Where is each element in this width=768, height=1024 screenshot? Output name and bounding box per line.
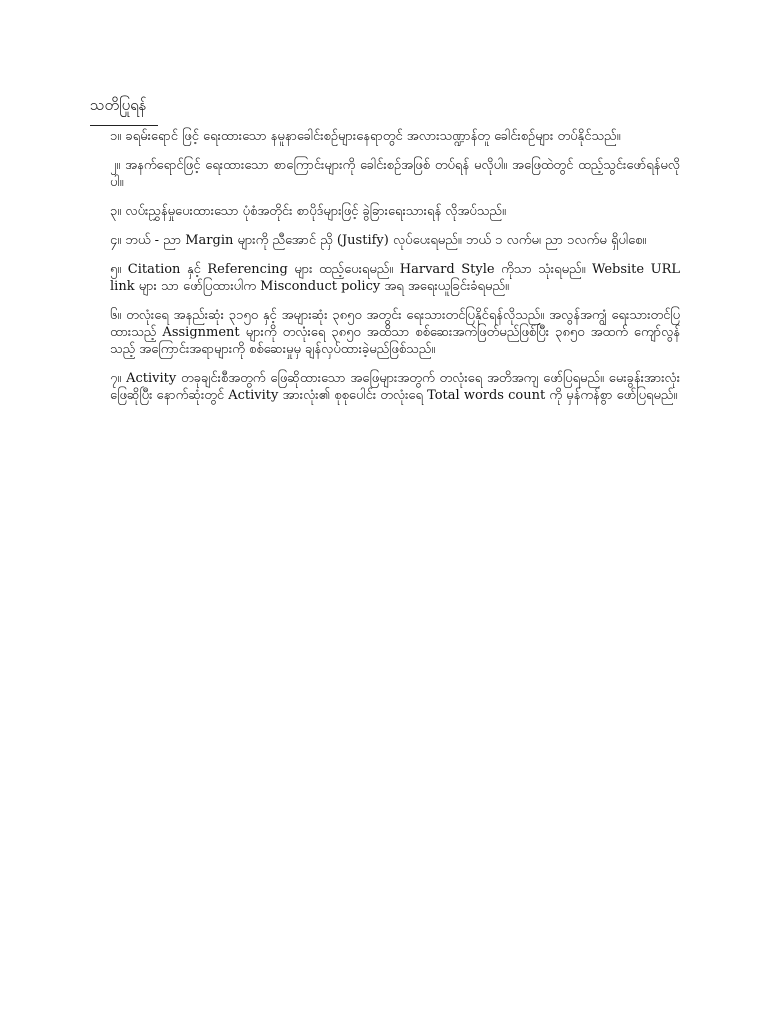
instruction-item-4: ၄။ ဘယ် - ညာ Margin များကို ညီအောင် ညှိ (Justify) လုပ်ပေးရမည်။ ဘယ် ၁ လက်မ၊ ညာ ၁လက်မ ရှိပါစေ။ — [110, 233, 647, 248]
instruction-item-6: ၆။ တလုံးရေ အနည်းဆုံး ၃၁၅၀ နှင့် အများဆုံး ၃၈၅၀ အတွင်း ရေးသားတင်ပြနိုင်ရန်လိုသည်။ အလွန်အကျွံ ရေးသားတင်ပြထားသည့် Assignment များကို တလုံးရေ ၃၈၅၀ အထိသာ စစ်ဆေးအကဲဖြတ်မည်ဖြစ်ပြီး ၃၈၅၀ အထက် ကျော်လွန်သည့် အကြောင်းအရာများကို စစ်ဆေးမှုမှ ချန်လှပ်ထားခဲ့မည်ဖြစ်သည်။ — [110, 308, 680, 357]
notice-heading: သတိပြုရန် — [90, 96, 147, 114]
heading-underline — [90, 125, 158, 126]
instruction-list — [110, 128, 680, 416]
instruction-item-1: ၁။ ခရမ်းရောင် ဖြင့် ရေးထားသော နမူနာခေါင်းစဉ်များနေရာတွင် အလားသဏ္ဍာန်တူ ခေါင်းစဉ်များ တပ်နိုင်သည်။ — [110, 129, 621, 144]
instruction-item-3: ၃။ လပ်းညွှန်မှုပေးထားသော ပုံစံအတိုင်း စာပိုဒ်များဖြင့် ခွဲခြားရေးသားရန် လိုအပ်သည်။ — [110, 204, 506, 219]
instruction-item-5: ၅။ Citation နှင့် Referencing များ ထည့်ပေးရမည်။ Harvard Style ကိုသာ သုံးရမည်။ Website URL link များ သာ ဖော်ပြထားပါက Misconduct policy အရ အရေးယူခြင်းခံရမည်။ — [110, 262, 680, 294]
instruction-item-7: ၇။ Activity တခုချင်းစီအတွက် ဖြေဆိုထားသော အဖြေများအတွက် တလုံးရေ အတိအကျ ဖော်ပြရမည်။ မေးခွန်းအားလုံးဖြေဆိုပြီး နောက်ဆုံးတွင် Activity အားလုံး၏ စုစုပေါင်း တလုံးရေ Total words count ကို မှန်ကန်စွာ ဖော်ပြရမည်။ — [110, 371, 680, 403]
instruction-item-2: ၂။ အနက်ရောင်ဖြင့် ရေးထားသော စာကြောင်းများကို ခေါင်းစဉ်အဖြစ် တပ်ရန် မလိုပါ။ အဖြေထဲတွင် ထည့်သွင်းဖော်ရန်မလိုပါ။ — [110, 158, 680, 190]
